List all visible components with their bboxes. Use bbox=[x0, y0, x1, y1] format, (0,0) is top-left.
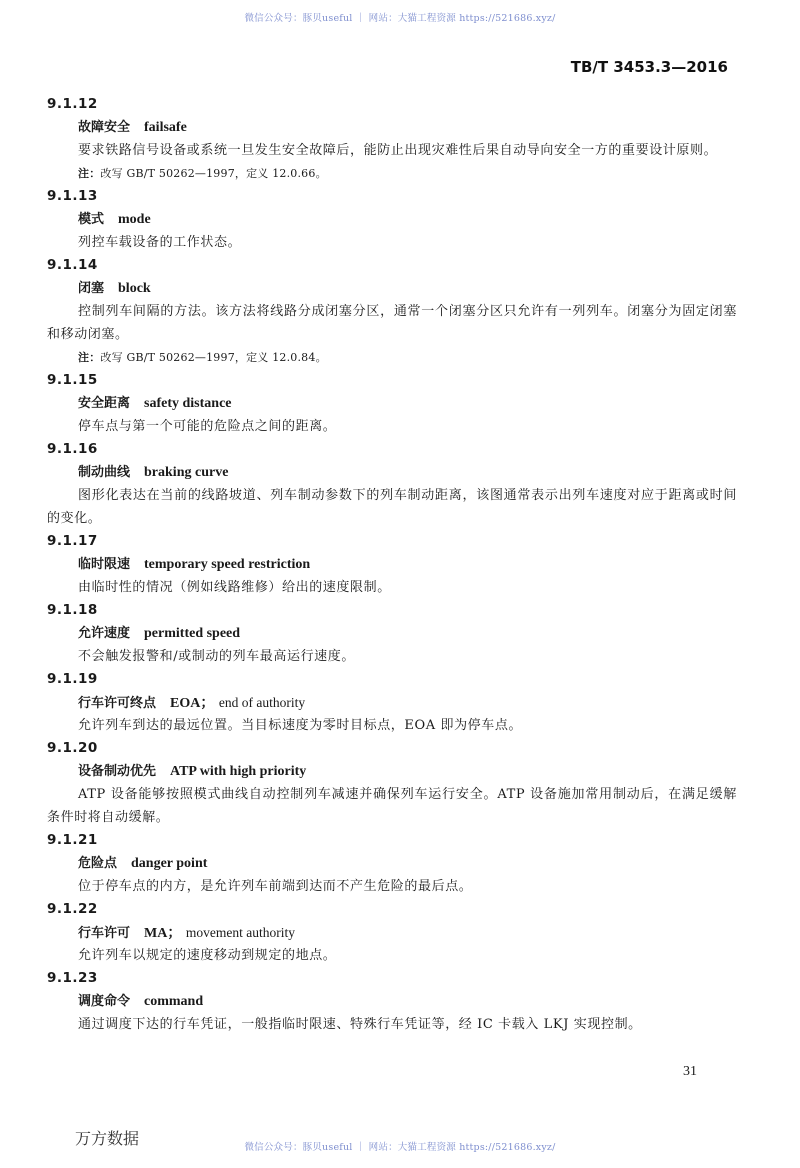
term-abbr: EOA； bbox=[170, 696, 215, 711]
term-heading bbox=[47, 760, 737, 783]
clause-number: 9.1.12 bbox=[47, 96, 98, 112]
definition: 通过调度下达的行车凭证，一般指临时限速、特殊行车凭证等，经 IC 卡载入 LKJ 实现控制。 bbox=[78, 1017, 642, 1032]
note-label: 注： bbox=[78, 167, 101, 180]
clause-number: 9.1.14 bbox=[47, 257, 98, 273]
document-body bbox=[47, 93, 737, 1036]
term-heading bbox=[47, 116, 737, 139]
clause-number: 9.1.19 bbox=[47, 671, 98, 687]
entry bbox=[47, 185, 737, 254]
definition: 图形化表达在当前的线路坡道、列车制动参数下的列车制动距离，该图通常表示出列车速度对应于距离或时间的变化。 bbox=[47, 488, 737, 526]
term-en: danger point bbox=[131, 856, 208, 871]
term-heading bbox=[47, 921, 737, 944]
definition: 要求铁路信号设备或系统一旦发生安全故障后，能防止出现灾难性后果自动导向安全一方的重要设计原则。 bbox=[78, 143, 718, 158]
term-en: permitted speed bbox=[144, 626, 241, 641]
entry bbox=[47, 967, 737, 1036]
term-full: movement authority bbox=[185, 925, 295, 940]
term-zh: 安全距离 bbox=[78, 396, 131, 411]
note bbox=[47, 346, 737, 369]
term-abbr: MA； bbox=[144, 926, 182, 941]
note-text: 改写 GB/T 50262—1997，定义 12.0.66。 bbox=[100, 167, 327, 180]
definition: 列控车载设备的工作状态。 bbox=[78, 235, 242, 250]
watermark-bottom: 微信公众号：豚贝useful ｜ 网站：大猫工程资源 https://521686.xyz/ bbox=[244, 1142, 556, 1153]
entry bbox=[47, 254, 737, 369]
watermark-top: 微信公众号：豚贝useful ｜ 网站：大猫工程资源 https://521686.xyz/ bbox=[244, 13, 556, 24]
entry bbox=[47, 369, 737, 438]
source-logo: 万方数据 bbox=[75, 1129, 140, 1148]
term-en: safety distance bbox=[144, 396, 232, 411]
term-heading bbox=[47, 622, 737, 645]
definition: ATP 设备能够按照模式曲线自动控制列车减速并确保列车运行安全。ATP 设备施加常用制动后，在满足缓解条件时将自动缓解。 bbox=[47, 787, 737, 825]
note-text: 改写 GB/T 50262—1997，定义 12.0.84。 bbox=[100, 351, 327, 364]
definition: 由临时性的情况（例如线路维修）给出的速度限制。 bbox=[78, 580, 391, 595]
term-zh: 危险点 bbox=[78, 856, 118, 871]
term-en: mode bbox=[118, 212, 151, 227]
term-en: command bbox=[144, 994, 204, 1009]
clause-number: 9.1.23 bbox=[47, 970, 98, 986]
entry bbox=[47, 668, 737, 737]
entry bbox=[47, 438, 737, 530]
entry bbox=[47, 93, 737, 185]
clause-number: 9.1.22 bbox=[47, 901, 98, 917]
clause-number: 9.1.15 bbox=[47, 372, 98, 388]
entry bbox=[47, 898, 737, 967]
term-heading bbox=[47, 208, 737, 231]
term-en: block bbox=[118, 281, 151, 296]
clause-number: 9.1.17 bbox=[47, 533, 98, 549]
term-heading bbox=[47, 691, 737, 714]
entry bbox=[47, 737, 737, 829]
entry bbox=[47, 530, 737, 599]
entry bbox=[47, 829, 737, 898]
term-zh: 闭塞 bbox=[78, 281, 105, 296]
clause-number: 9.1.21 bbox=[47, 832, 98, 848]
term-en: temporary speed restriction bbox=[144, 557, 311, 572]
term-heading bbox=[47, 852, 737, 875]
definition: 允许列车到达的最远位置。当目标速度为零时目标点，EOA 即为停车点。 bbox=[78, 718, 523, 733]
term-heading bbox=[47, 553, 737, 576]
term-zh: 调度命令 bbox=[78, 994, 131, 1009]
term-heading bbox=[47, 990, 737, 1013]
entry bbox=[47, 599, 737, 668]
page-number: 31 bbox=[683, 1064, 697, 1079]
term-heading bbox=[47, 461, 737, 484]
term-full: end of authority bbox=[218, 695, 306, 710]
standard-code: TB/T 3453.3—2016 bbox=[570, 58, 728, 76]
clause-number: 9.1.16 bbox=[47, 441, 98, 457]
note bbox=[47, 162, 737, 185]
term-heading bbox=[47, 277, 737, 300]
note-label: 注： bbox=[78, 351, 101, 364]
term-en: braking curve bbox=[144, 465, 229, 480]
term-heading bbox=[47, 392, 737, 415]
definition: 允许列车以规定的速度移动到规定的地点。 bbox=[78, 948, 337, 963]
term-zh: 行车许可 bbox=[78, 926, 131, 941]
term-zh: 故障安全 bbox=[78, 120, 131, 135]
term-zh: 模式 bbox=[78, 212, 105, 227]
term-zh: 设备制动优先 bbox=[78, 764, 157, 779]
clause-number: 9.1.20 bbox=[47, 740, 98, 756]
definition: 不会触发报警和/或制动的列车最高运行速度。 bbox=[78, 649, 355, 664]
term-en: ATP with high priority bbox=[170, 764, 307, 779]
term-zh: 制动曲线 bbox=[78, 465, 131, 480]
term-zh: 临时限速 bbox=[78, 557, 131, 572]
definition: 停车点与第一个可能的危险点之间的距离。 bbox=[78, 419, 337, 434]
definition: 位于停车点的内方，是允许列车前端到达而不产生危险的最后点。 bbox=[78, 879, 473, 894]
term-zh: 行车许可终点 bbox=[78, 696, 157, 711]
clause-number: 9.1.13 bbox=[47, 188, 98, 204]
clause-number: 9.1.18 bbox=[47, 602, 98, 618]
definition: 控制列车间隔的方法。该方法将线路分成闭塞分区，通常一个闭塞分区只允许有一列列车。闭塞分为固定闭塞和移动闭塞。 bbox=[47, 304, 737, 342]
term-zh: 允许速度 bbox=[78, 626, 131, 641]
term-en: failsafe bbox=[144, 120, 187, 135]
